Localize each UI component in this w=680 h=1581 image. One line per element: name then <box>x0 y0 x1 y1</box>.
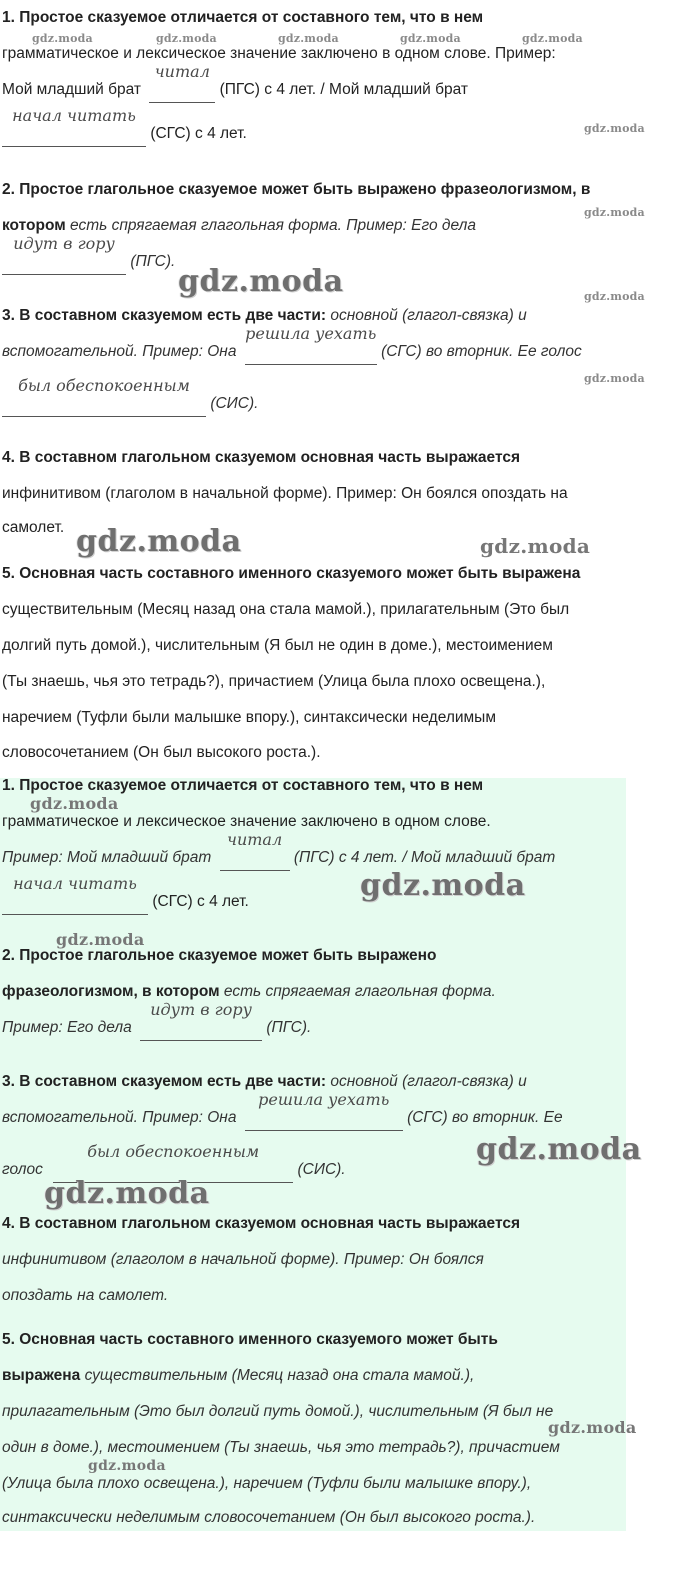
handwritten-text: читал <box>154 62 210 81</box>
p4-line3: опоздать на самолет. <box>2 1287 169 1304</box>
handwritten-text: решила уехать <box>245 324 377 343</box>
watermark: gdz.moda <box>480 534 591 558</box>
p3-line3 <box>2 376 259 414</box>
text-segment: 3. В составном сказуемом есть две части: <box>2 1073 327 1090</box>
text-segment: 3. В составном сказуемом есть две части: <box>2 307 327 324</box>
p3-line2 <box>2 324 582 362</box>
watermark: gdz.moda <box>76 524 242 559</box>
text-segment: выражена <box>2 1367 81 1384</box>
p5-line6: словосочетанием (Он был высокого роста.). <box>2 744 321 761</box>
text-segment: (СГС) с 4 лет. <box>152 893 249 910</box>
text-segment: котором <box>2 217 66 234</box>
text-segment: (СГС) во вторник. Ее голос <box>381 343 582 360</box>
answer-underline <box>2 914 148 915</box>
p2-line3 <box>2 1000 312 1038</box>
handwritten-text: идут в гору <box>150 1000 252 1019</box>
watermark: gdz.moda <box>476 1132 642 1167</box>
watermark: gdz.moda <box>584 206 645 219</box>
handwritten-answer <box>220 830 290 868</box>
handwritten-answer <box>140 1000 262 1038</box>
watermark: gdz.moda <box>548 1418 637 1437</box>
p4-line3: самолет. <box>2 519 65 536</box>
p5-line4: (Ты знаешь, чья это тетрадь?), причастием (Улица была плохо освещена.), <box>2 673 546 690</box>
handwritten-text: был обеспокоенным <box>18 376 190 395</box>
text-segment: (ПГС) с 4 лет. / Мой младший брат <box>219 81 468 98</box>
answer-underline <box>149 102 215 103</box>
p5-line3: долгий путь домой.), числительным (Я был не один в доме.), местоимением <box>2 637 553 654</box>
text-segment: вспомогательной. Пример: Она <box>2 343 237 360</box>
handwritten-answer <box>2 874 148 912</box>
answer-underline <box>220 870 290 871</box>
p2-line2 <box>2 216 476 236</box>
handwritten-answer <box>149 62 215 100</box>
p5-line6: синтаксически неделимым словосочетанием (Он был высокого роста.). <box>2 1509 536 1526</box>
text-segment: голос <box>2 1161 43 1178</box>
watermark: gdz.moda <box>400 32 461 45</box>
p1-line3 <box>2 830 556 868</box>
p2-line3 <box>2 234 176 272</box>
text-segment: (СИС). <box>297 1161 346 1178</box>
text-segment: основной (глагол-связка) и <box>330 307 527 324</box>
text-segment: основной (глагол-связка) и <box>330 1073 527 1090</box>
p2-line1: 2. Простое глагольное сказуемое может быть выражено <box>2 947 437 964</box>
watermark: gdz.moda <box>88 1458 166 1474</box>
handwritten-text: решила уехать <box>258 1090 390 1109</box>
p5-line2: существительным (Месяц назад она стала мамой.), прилагательным (Это был <box>2 601 570 618</box>
text-segment: есть спрягаемая глагольная форма. <box>223 983 496 1000</box>
text-segment: (СГС) во вторник. Ее <box>407 1109 563 1126</box>
watermark: gdz.moda <box>522 32 583 45</box>
answer-underline <box>2 416 206 417</box>
handwritten-text: начал читать <box>12 106 136 125</box>
handwritten-text: начал читать <box>13 874 137 893</box>
p3-line1 <box>2 306 527 326</box>
handwritten-text: был обеспокоенным <box>87 1142 260 1161</box>
p1-line2: грамматическое и лексическое значение заключено в одном слове. Пример: <box>2 45 556 62</box>
text-segment: есть спрягаемая глагольная форма. Пример: Его дела <box>70 217 476 234</box>
answer-underline <box>245 1130 403 1131</box>
text-segment: Мой младший брат <box>2 81 141 98</box>
handwritten-text: читал <box>226 830 283 849</box>
text-segment: существительным (Месяц назад она стала мамой.), <box>84 1367 475 1384</box>
p1-line1: 1. Простое сказуемое отличается от составного тем, что в нем <box>2 777 484 794</box>
p1-line4 <box>2 106 247 144</box>
text-segment: фразеологизмом, в котором <box>2 983 220 1000</box>
handwritten-answer <box>2 234 126 272</box>
watermark: gdz.moda <box>44 1176 210 1211</box>
watermark: gdz.moda <box>156 32 217 45</box>
handwritten-answer <box>245 324 377 362</box>
answer-underline <box>2 274 126 275</box>
p5-line5: (Улица была плохо освещена.), наречием (Туфли были малышке впору.), <box>2 1475 532 1492</box>
text-segment: (ПГС) с 4 лет. / Мой младший брат <box>293 849 556 866</box>
answer-underline <box>245 364 377 365</box>
handwritten-text: идут в гору <box>13 234 115 253</box>
p5-line4: один в доме.), местоимением (Ты знаешь, чья это тетрадь?), причастием <box>2 1439 560 1456</box>
p5-line1: 5. Основная часть составного именного сказуемого может быть <box>2 1331 498 1348</box>
p5-line1: 5. Основная часть составного именного сказуемого может быть выражена <box>2 565 581 582</box>
watermark: gdz.moda <box>30 794 119 813</box>
text-segment: (ПГС). <box>130 253 176 270</box>
p5-line2 <box>2 1366 474 1386</box>
watermark: gdz.moda <box>32 32 93 45</box>
handwritten-answer <box>2 106 146 144</box>
watermark: gdz.moda <box>584 122 645 135</box>
watermark: gdz.moda <box>584 290 645 303</box>
watermark: gdz.moda <box>360 868 526 903</box>
watermark: gdz.moda <box>584 372 645 385</box>
handwritten-answer <box>2 376 206 414</box>
watermark: gdz.moda <box>278 32 339 45</box>
p1-line3 <box>2 62 468 100</box>
p4-line1: 4. В составном глагольном сказуемом основная часть выражается <box>2 449 521 466</box>
watermark: gdz.moda <box>178 264 344 299</box>
answer-underline <box>2 146 146 147</box>
p4-line2: инфинитивом (глаголом в начальной форме). Пример: Он боялся <box>2 1251 484 1268</box>
text-segment: вспомогательной. Пример: Она <box>2 1109 237 1126</box>
p1-line1: 1. Простое сказуемое отличается от составного тем, что в нем <box>2 9 484 26</box>
answer-underline <box>140 1040 262 1041</box>
p2-line1: 2. Простое глагольное сказуемое может быть выражено фразеологизмом, в <box>2 181 591 198</box>
text-segment: (СГС) с 4 лет. <box>150 125 247 142</box>
p4-line1: 4. В составном глагольном сказуемом основная часть выражается <box>2 1215 521 1232</box>
watermark: gdz.moda <box>56 930 145 949</box>
p3-line2 <box>2 1090 563 1128</box>
text-segment: Пример: Его дела <box>2 1019 132 1036</box>
p1-line2: грамматическое и лексическое значение заключено в одном слове. <box>2 813 491 830</box>
p1-line4 <box>2 874 249 912</box>
p5-line3: прилагательным (Это был долгий путь домой.), числительным (Я был не <box>2 1403 554 1420</box>
text-segment: (СИС). <box>210 395 259 412</box>
p5-line5: наречием (Туфли были малышке впору.), синтаксически неделимым <box>2 709 496 726</box>
text-segment: Пример: Мой младший брат <box>2 849 212 866</box>
p4-line2: инфинитивом (глаголом в начальной форме). Пример: Он боялся опоздать на <box>2 485 568 502</box>
p2-line2 <box>2 982 496 1002</box>
text-segment: (ПГС). <box>266 1019 312 1036</box>
p3-line1 <box>2 1072 527 1092</box>
handwritten-answer <box>245 1090 403 1128</box>
